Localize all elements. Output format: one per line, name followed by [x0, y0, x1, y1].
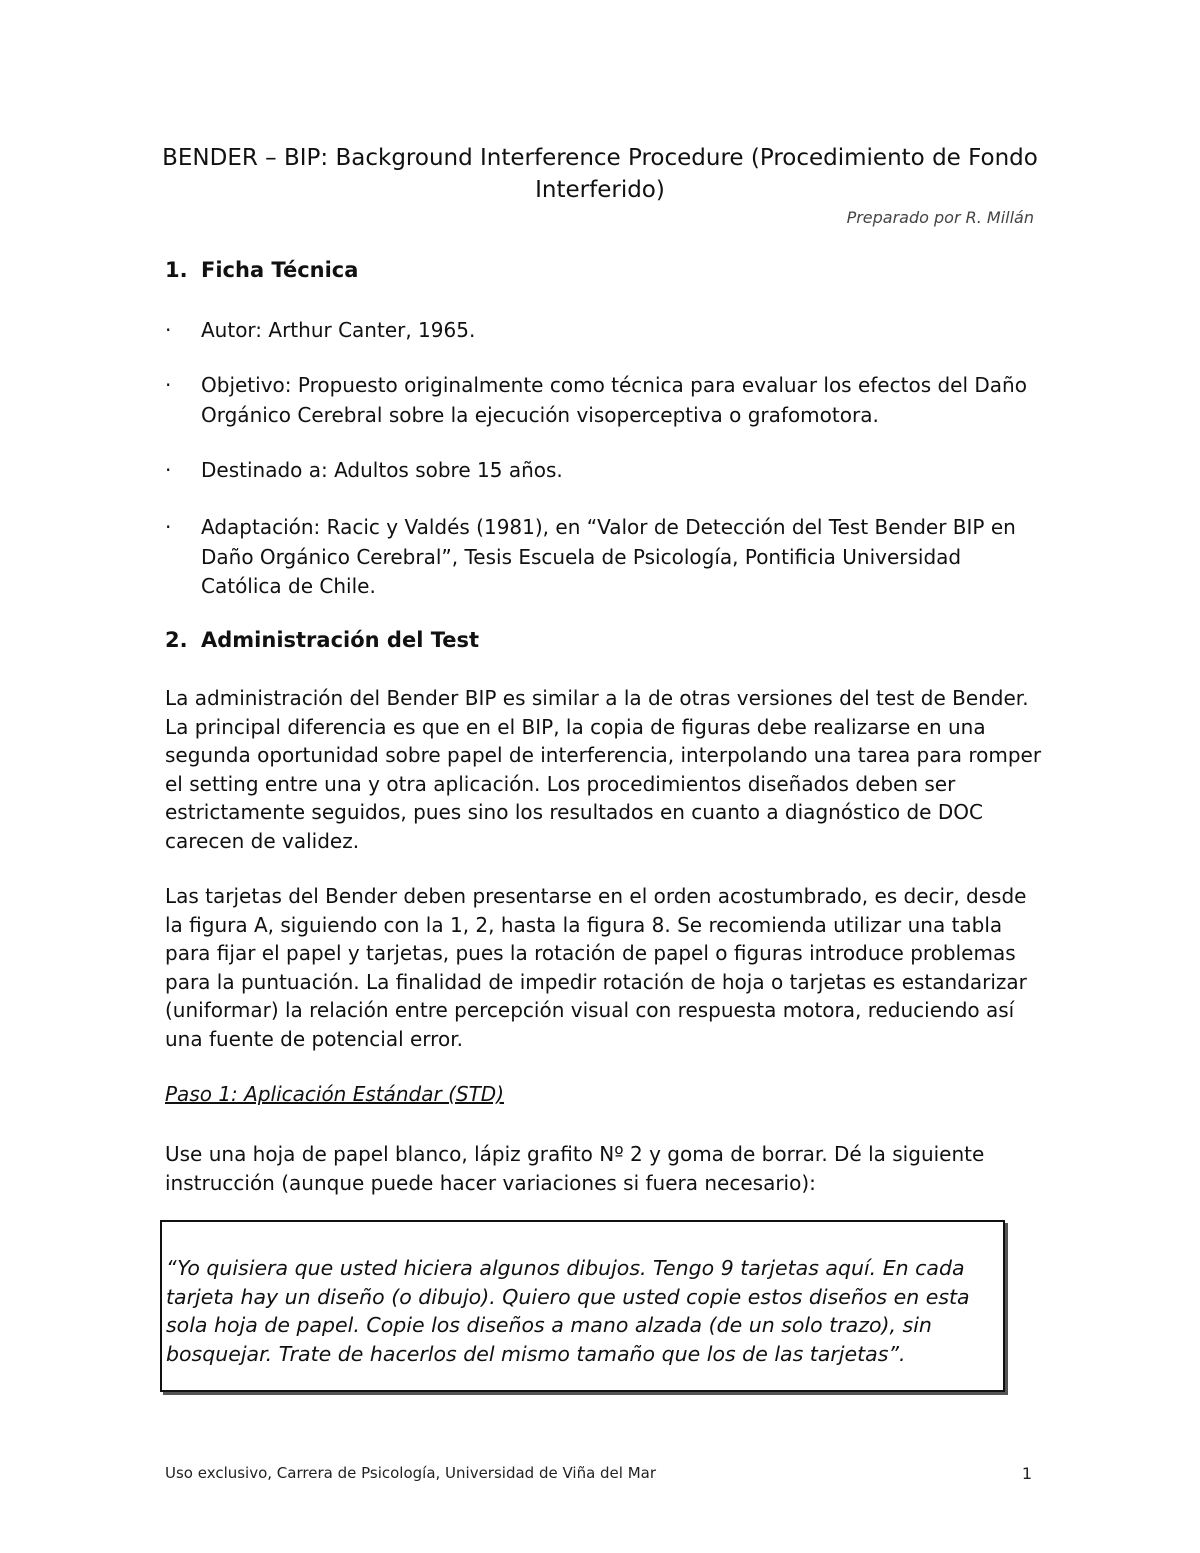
- document-title: BENDER – BIP: Background Interference Procedure (Procedimiento de Fondo Interferido): [162, 145, 1038, 203]
- paragraph-cards-order: Las tarjetas del Bender deben presentarse en el orden acostumbrado, es decir, desde la figura A, siguiendo con la 1, 2, hasta la figura 8. Se recomienda utilizar una tabla para fijar el papel y tarjetas, pues la rotación de papel o figuras introduce problemas para la puntuación. La finalidad de impedir rotación de hoja o tarjetas es estandarizar (uniformar) la relación entre percepción visual con respuesta motora, reduciendo así una fuente de potencial error.: [165, 884, 1027, 1051]
- section-2-number: 2.: [165, 628, 188, 652]
- section-2-heading: [165, 628, 479, 652]
- section-1-number: 1.: [165, 258, 188, 282]
- bullet-item: [165, 456, 1045, 486]
- bullet-item: [165, 371, 1045, 430]
- instruction-quote: “Yo quisiera que usted hiciera algunos dibujos. Tengo 9 tarjetas aquí. En cada tarjeta hay un diseño (o dibujo). Quiero que usted copie estos diseños en esta sola hoja de papel. Copie los diseños a mano alzada (de un solo trazo), sin bosquejar. Trate de hacerlos del mismo tamaño que los de las tarjetas”.: [166, 1256, 970, 1366]
- bullet-dot: ·: [165, 373, 172, 397]
- paragraph-step-1: Use una hoja de papel blanco, lápiz grafito Nº 2 y goma de borrar. Dé la siguiente instrucción (aunque puede hacer variaciones si fuera necesario):: [165, 1142, 985, 1195]
- bullet-text-target: Destinado a: Adultos sobre 15 años.: [201, 458, 563, 482]
- section-1-heading: [165, 258, 358, 282]
- bullet-item: [165, 513, 1045, 602]
- bullet-dot: ·: [165, 318, 172, 342]
- bullet-dot: ·: [165, 458, 172, 482]
- author-credit: Preparado por R. Millán: [846, 208, 1034, 227]
- bullet-dot: ·: [165, 515, 172, 539]
- bullet-item: [165, 316, 1045, 346]
- paragraph-administration: La administración del Bender BIP es similar a la de otras versiones del test de Bender. La principal diferencia es que en el BIP, la copia de figuras debe realizarse en una segunda oportunidad sobre papel de interferencia, interpolando una tarea para romper el setting entre una y otra aplicación. Los procedimientos diseñados deben ser estrictamente seguidos, pues sino los resultados en cuanto a diagnóstico de DOC carecen de validez.: [165, 686, 1042, 853]
- step-1-heading: Paso 1: Aplicación Estándar (STD): [165, 1082, 504, 1106]
- bullet-text-author: Autor: Arthur Canter, 1965.: [201, 318, 476, 342]
- bullet-text-adaptation: Adaptación: Racic y Valdés (1981), en “Valor de Detección del Test Bender BIP en Daño Orgánico Cerebral”, Tesis Escuela de Psicología, Pontificia Universidad Católica de Chile.: [201, 515, 1016, 598]
- page-number: 1: [1021, 1464, 1032, 1483]
- section-1-title: Ficha Técnica: [201, 258, 359, 282]
- section-2-title: Administración del Test: [201, 628, 480, 652]
- footer-text: Uso exclusivo, Carrera de Psicología, Universidad de Viña del Mar: [165, 1464, 657, 1482]
- bullet-text-objective: Objetivo: Propuesto originalmente como técnica para evaluar los efectos del Daño Orgánico Cerebral sobre la ejecución visoperceptiva o grafomotora.: [201, 373, 1027, 427]
